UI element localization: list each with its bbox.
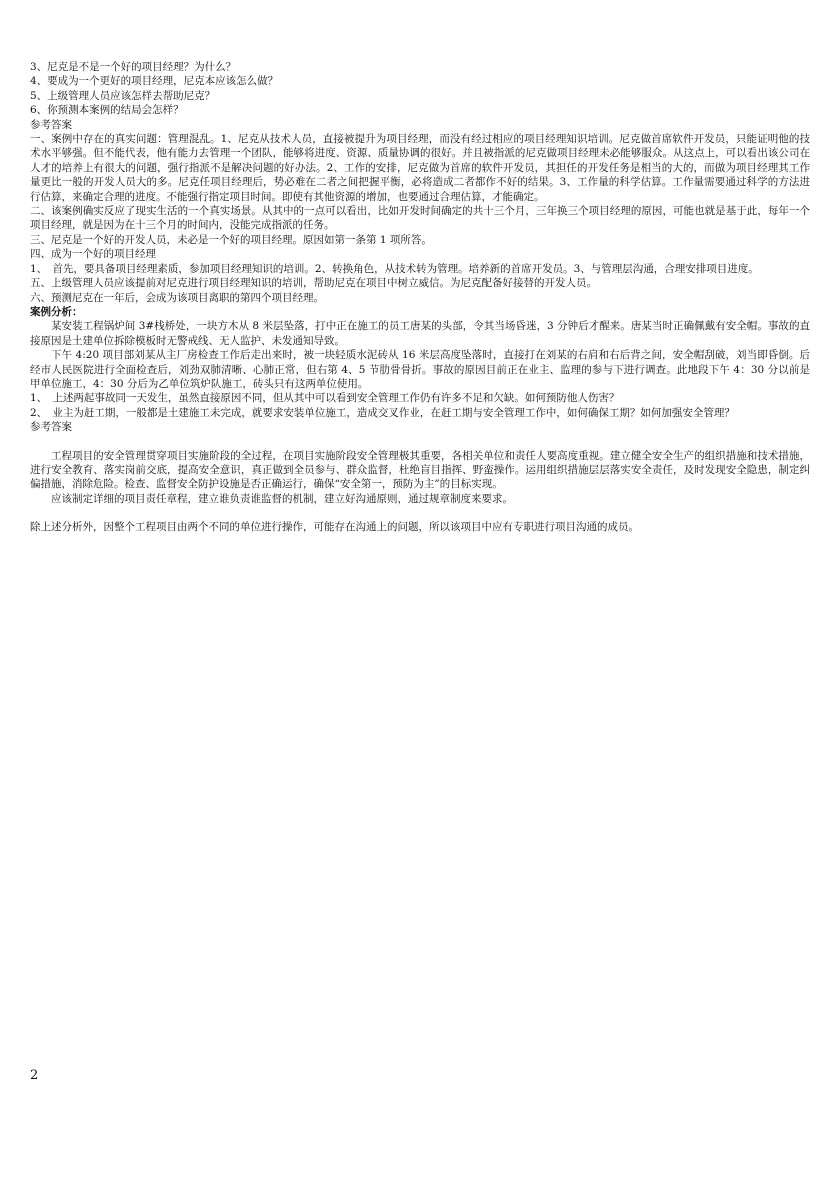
answer-paragraph: 一、案例中存在的真实问题：管理混乱。1、尼克从技术人员，直接被提升为项目经理，而没有经过相应的项目经理知识培训。尼克做首席软件开发员，只能证明他的技术水平够强。但不能代表，他有能力去管理一个团队，能够将进度、资源、质量协调的很好。并且被指派的尼克做项目经理未必能够服众。从这点上，可以看出该公司在人才的培养上有很大的问题，强行指派不是解决问题的好办法。2、工作的安排，尼克做为首席的软件开发员，其担任的开发任务是相当的大的，而做为项目经理其工作量更比一般的开发人员大的多。尼克任项目经理后，势必难在二者之间把握平衡，必将造成二者都作不好的结果。3、工作量的科学估算。工作量需要通过科学的方法进行估算，来确定合理的进度。不能强行指定项目时间。即使有其他资源的增加，也要通过合理估算，才能确定。	[30, 133, 810, 203]
answer-paragraph: 六、预测尼克在一年后，会成为该项目离职的第四个项目经理。	[30, 291, 324, 304]
answer-paragraph: 四、成为一个好的项目经理	[30, 248, 156, 261]
case-paragraph: 下午 4:20 项目部刘某从主厂房检查工作后走出来时，被一块轻质水泥砖从 16 米层高度坠落时，直接打在刘某的右肩和右后背之间，安全帽刮破，刘当即昏倒。后经市人民医院进行全面检查后，刘劲双肺清晰、心肺正常，但右第 4、5 节肋骨骨折。事故的原因目前正在业主、监理的参与下进行调查。此地段下午 4：30 分以前是甲单位施工，4：30 分后为乙单位筑炉队施工，砖头只有这两单位使用。	[30, 349, 810, 390]
spacer	[30, 506, 810, 520]
case-paragraph: 某安装工程锅炉间 3#栈桥处，一块方木从 8 米层坠落，打中正在施工的员工唐某的头部，令其当场昏迷，3 分钟后才醒来。唐某当时正确佩戴有安全帽。事故的直接原因是土建单位拆除模板时无警戒线、无人监护、未发通知导致。	[30, 320, 810, 347]
spacer	[30, 435, 810, 449]
page-number: 2	[30, 1068, 39, 1083]
question-3: 3、尼克是不是一个好的项目经理？为什么？	[30, 61, 237, 73]
document-page	[30, 60, 810, 535]
answer-heading: 参考答案	[30, 118, 72, 131]
question-5: 5、上级管理人员应该怎样去帮助尼克？	[30, 89, 216, 102]
answer-paragraph: 1、 首先，要具备项目经理素质，参加项目经理知识的培训。2、转换角色，从技术转为管理。培养新的首席开发员。3、与管理层沟通，合理安排项目进度。	[30, 262, 759, 275]
question-6: 6、你预测本案例的结局会怎样？	[30, 104, 184, 117]
answer-paragraph: 工程项目的安全管理贯穿项目实施阶段的全过程，在项目实施阶段安全管理极其重要，各相关单位和责任人要高度重视。建立健全安全生产的组织措施和技术措施，进行安全教育、落实岗前交底，提高安全意识，真正做到全员参与、群众监督，杜绝盲目指挥、野蛮操作。运用组织措施层层落实安全责任，及时发现安全隐患，制定纠偏措施，消除危险。检查、监督安全防护设施是否正确运行，确保“安全第一，预防为主”的目标实现。	[30, 449, 810, 491]
answer-paragraph: 二、该案例确实反应了现实生活的一个真实场景。从其中的一点可以看出，比如开发时间确定的共十三个月，三年换三个项目经理的原因，可能也就是基于此，每年一个项目经理，就是因为在十三个月的时间内，没能完成指派的任务。	[30, 205, 810, 232]
answer-paragraph: 三、尼克是一个好的开发人员，未必是一个好的项目经理。原因如第一条第 1 项所答。	[30, 233, 432, 246]
answer-heading: 参考答案	[30, 421, 72, 434]
question-4: 4、要成为一个更好的项目经理，尼克本应该怎么做？	[30, 75, 279, 88]
case-question: 2、 业主为赶工期，一般都是土建施工未完成，就要求安装单位施工，造成交叉作业，在赶工期与安全管理工作中，如何确保工期？如何加强安全管理？	[30, 406, 735, 419]
case-question: 1、 上述两起事故同一天发生，虽然直接原因不同，但从其中可以看到安全管理工作仍有许多不足和欠缺。如何预防他人伤害？	[30, 392, 620, 405]
closing-paragraph: 除上述分析外，因整个工程项目由两个不同的单位进行操作，可能存在沟通上的问题，所以该项目中应有专职进行项目沟通的成员。	[30, 521, 639, 534]
answer-paragraph: 应该制定详细的项目责任章程，建立谁负责谁监督的机制，建立好沟通原则，通过规章制度来要求。	[51, 492, 513, 505]
case-heading: 案例分析：	[30, 305, 83, 318]
answer-paragraph: 五、上级管理人员应该提前对尼克进行项目经理知识的培训，帮助尼克在项目中树立威信。为尼克配备好接替的开发人员。	[30, 277, 597, 290]
